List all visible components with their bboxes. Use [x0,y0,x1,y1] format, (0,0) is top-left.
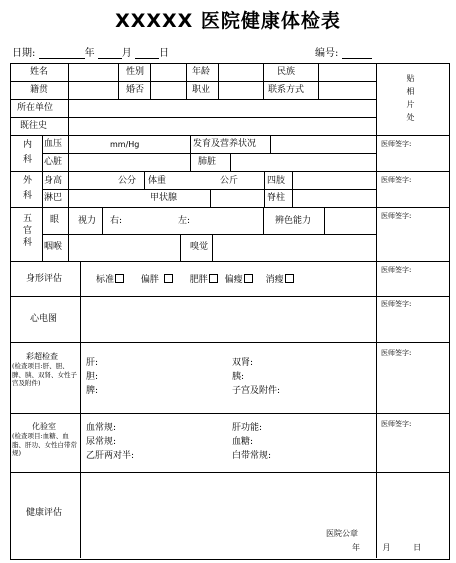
slightly-thin-checkbox[interactable] [244,274,253,283]
lung-label: 肺脏 [198,157,217,167]
throat-label: 咽喉 [44,242,63,252]
liver-label: 肝: [86,358,99,368]
slightly-fat-checkbox[interactable] [164,274,173,283]
employer-label: 所在单位 [17,103,54,113]
number-label: 编号: [315,48,339,59]
limbs-label: 四肢 [267,176,286,186]
option-obese: 肥胖 [189,275,208,285]
gender-label: 性别 [126,67,145,77]
urine-routine-label: 尿常规: [86,437,117,447]
leucorrhea-label: 白带常规: [232,451,272,461]
lymph-label: 淋巴 [44,193,63,203]
option-slightly-thin: 偏瘦 [224,275,243,285]
date-row [12,44,169,59]
spine-label: 脊柱 [267,193,286,203]
standard-checkbox[interactable] [115,274,124,283]
year-label: 年 [84,48,95,59]
name-label: 姓名 [30,67,49,77]
uterus-label: 子宫及附件: [232,386,281,396]
pancreas-label: 胰: [232,372,245,382]
eye-label: 眼 [50,215,60,225]
age-label: 年龄 [192,67,211,77]
health-eval-label: 健康评估 [26,508,63,518]
marital-label: 婚否 [126,85,145,95]
ethnicity-label: 民族 [277,67,296,77]
body-eval-options [96,274,294,286]
page-title: XXXXX 医院健康体检表 [115,10,341,32]
seal-month: 月 [382,543,391,552]
lab-note: (检查项目:血糖、血脂、肝功、女性白带常规) [12,432,77,457]
bp-label: 血压 [44,139,63,149]
liver-function-label: 肝功能: [232,423,263,433]
day-field[interactable] [135,47,159,59]
ultrasound-doctor-sign: 医师签字: [381,349,412,357]
body-eval-label: 身形评估 [26,274,63,284]
option-thin: 消瘦 [265,275,284,285]
color-vision-label: 辨色能力 [275,216,312,226]
month-field[interactable] [98,47,122,59]
seal-year: 年 [352,543,360,552]
weight-unit: 公斤 [220,176,239,186]
heart-label: 心脏 [44,157,63,167]
date-label: 日期: [12,48,36,59]
smell-label: 嗅觉 [190,242,209,252]
ent-doctor-sign: 医师签字: [381,212,412,220]
surgery-section-label: 外科 [21,175,31,205]
body-eval-doctor-sign: 医师签字: [381,266,412,274]
nutrition-label: 发育及营养状况 [193,139,257,149]
height-label: 身高 [44,176,63,186]
thyroid-label: 甲状腺 [150,193,178,203]
number-field[interactable] [342,47,372,59]
obese-checkbox[interactable] [209,274,218,283]
history-label: 既往史 [20,121,48,131]
year-field[interactable] [39,47,85,59]
weight-label: 体重 [148,176,167,186]
ecg-label: 心电图 [30,314,58,324]
spleen-label: 脾: [86,386,99,396]
ecg-doctor-sign: 医师签字: [381,300,412,308]
internal-doctor-sign: 医师签字: [381,140,412,148]
contact-label: 联系方式 [268,85,305,95]
glucose-label: 血糖: [232,437,254,447]
option-slightly-fat: 偏胖 [140,275,159,285]
vision-right: 右: [110,216,123,226]
surgery-doctor-sign: 医师签字: [381,176,412,184]
bp-unit: mm/Hg [110,140,140,149]
occupation-label: 职业 [192,85,211,95]
number-row [315,44,372,59]
seal-day: 日 [413,543,422,552]
blood-routine-label: 血常规: [86,423,117,433]
ent-section-label: 五官科 [21,213,31,249]
vision-label: 视力 [78,216,97,226]
ultrasound-note: (检查项目:肝、胆、脾、胰、双肾、女性子宫及附件) [12,362,77,387]
day-label: 日 [158,48,169,59]
thin-checkbox[interactable] [285,274,294,283]
month-label: 月 [121,48,132,59]
seal-date [352,542,421,553]
ultrasound-label: 彩超检查 [26,352,58,361]
form-frame [10,63,450,560]
vision-left: 左: [178,216,191,226]
photo-area-label: 贴相片处 [406,74,415,126]
option-standard: 标准 [96,275,115,285]
lab-doctor-sign: 医师签字: [381,420,412,428]
gall-label: 胆: [86,372,99,382]
lab-label: 化验室 [32,422,56,431]
kidney-label: 双肾: [232,358,254,368]
origin-label: 籍贯 [30,85,49,95]
height-unit: 公分 [118,176,137,186]
hospital-seal-label: 医院公章 [326,529,358,538]
hepatitis-label: 乙肝两对半: [86,451,135,461]
internal-section-label: 内科 [21,139,31,169]
